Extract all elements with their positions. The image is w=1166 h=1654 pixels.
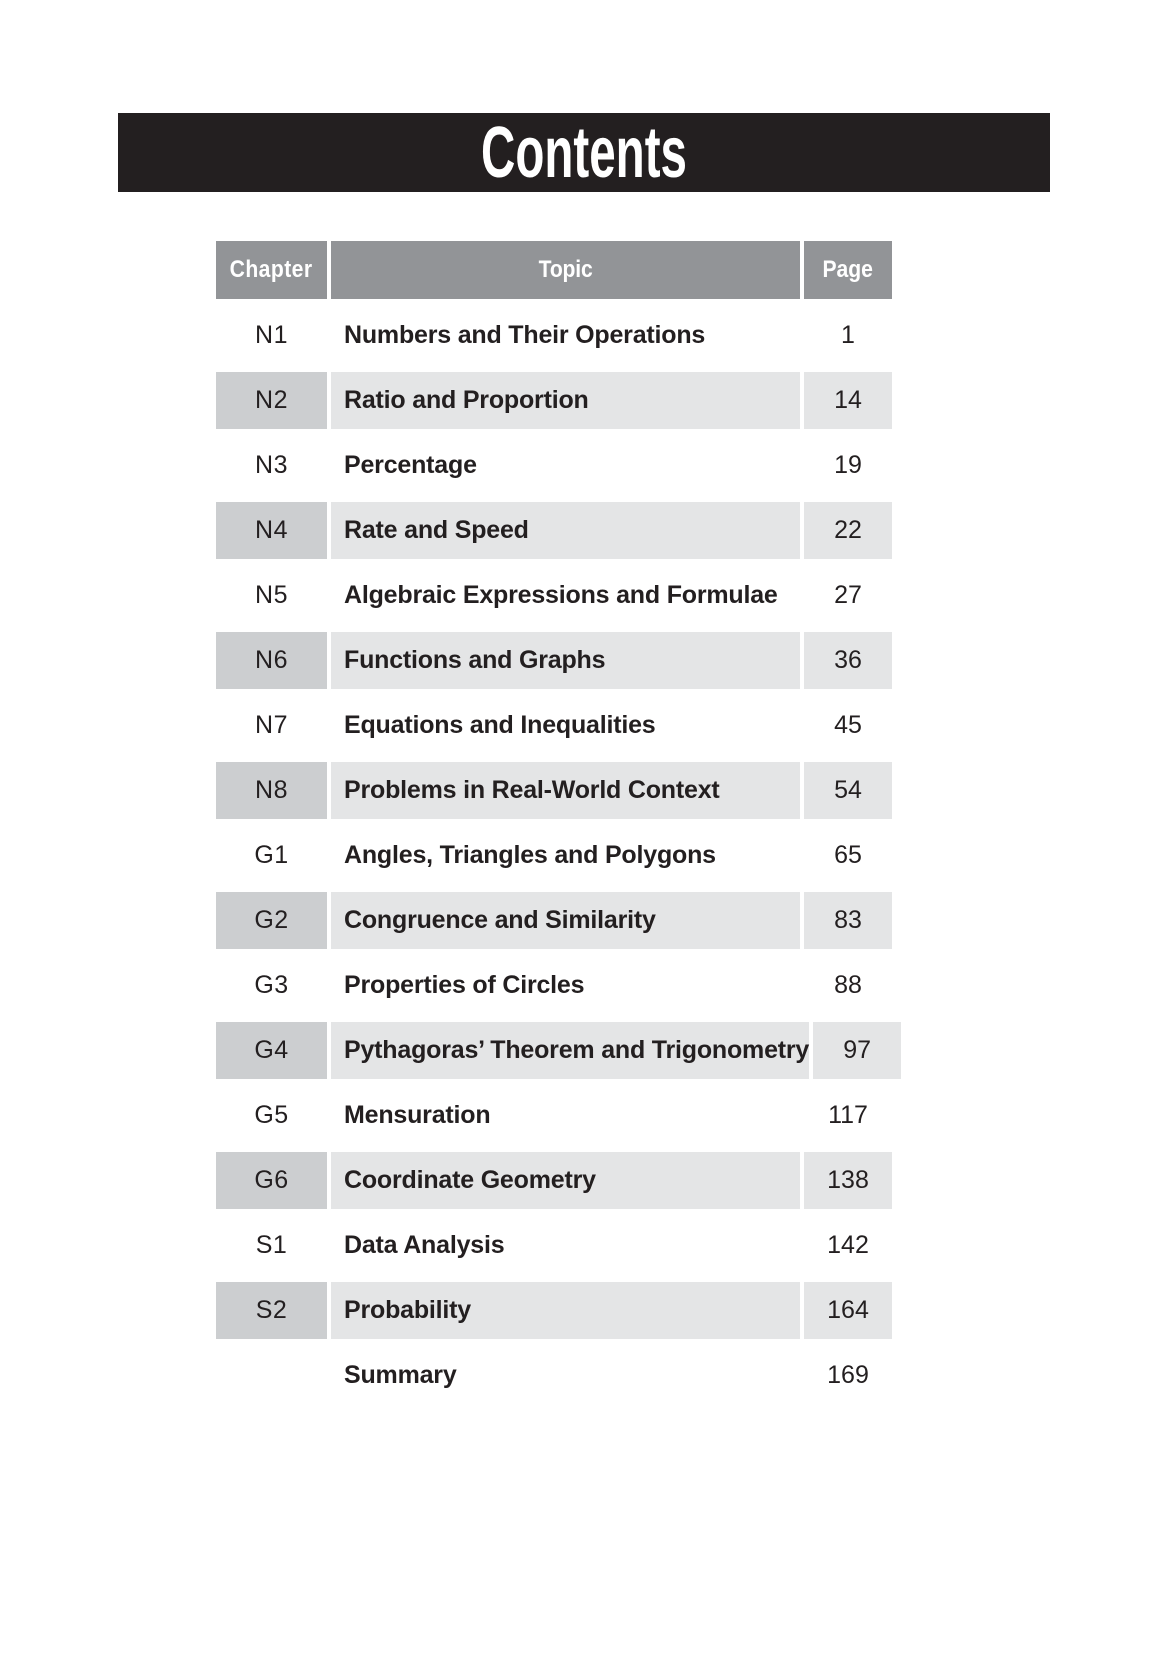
row-topic-title[interactable]: Pythagoras’ Theorem and Trigonometry — [331, 1022, 809, 1079]
row-chapter-code: N2 — [216, 372, 327, 429]
row-topic-title[interactable]: Problems in Real-World Context — [331, 762, 800, 819]
row-page-number: 164 — [804, 1282, 892, 1339]
row-page-number: 97 — [813, 1022, 901, 1079]
table-row[interactable] — [216, 307, 892, 364]
row-topic-title[interactable]: Mensuration — [331, 1087, 800, 1144]
row-topic-title[interactable]: Coordinate Geometry — [331, 1152, 800, 1209]
table-row[interactable] — [216, 1152, 892, 1209]
row-chapter-code: G1 — [216, 827, 327, 884]
row-topic-title[interactable]: Properties of Circles — [331, 957, 800, 1014]
row-page-number: 83 — [804, 892, 892, 949]
row-page-number: 88 — [804, 957, 892, 1014]
table-row[interactable] — [216, 1087, 892, 1144]
row-chapter-code: N3 — [216, 437, 327, 494]
row-chapter-code: G3 — [216, 957, 327, 1014]
table-row[interactable] — [216, 632, 892, 689]
table-row[interactable] — [216, 372, 892, 429]
row-page-number: 22 — [804, 502, 892, 559]
row-chapter-code: N7 — [216, 697, 327, 754]
row-chapter-code: S2 — [216, 1282, 327, 1339]
row-page-number: 19 — [804, 437, 892, 494]
table-of-contents-table — [216, 241, 892, 1412]
row-topic-title[interactable]: Percentage — [331, 437, 800, 494]
row-chapter-code: G2 — [216, 892, 327, 949]
row-page-number: 14 — [804, 372, 892, 429]
table-row[interactable] — [216, 1282, 892, 1339]
row-topic-title[interactable]: Summary — [331, 1347, 800, 1404]
row-topic-title[interactable]: Ratio and Proportion — [331, 372, 800, 429]
table-row[interactable] — [216, 827, 892, 884]
row-topic-title[interactable]: Equations and Inequalities — [331, 697, 800, 754]
table-row-summary[interactable] — [216, 1347, 892, 1404]
row-chapter-code: N1 — [216, 307, 327, 364]
row-chapter-code: N8 — [216, 762, 327, 819]
row-page-number: 36 — [804, 632, 892, 689]
column-header-topic — [331, 241, 800, 299]
row-chapter-code: N4 — [216, 502, 327, 559]
row-page-number: 54 — [804, 762, 892, 819]
table-row[interactable] — [216, 1217, 892, 1274]
column-header-chapter — [216, 241, 327, 299]
row-topic-title[interactable]: Angles, Triangles and Polygons — [331, 827, 800, 884]
table-row[interactable] — [216, 502, 892, 559]
table-row[interactable] — [216, 1022, 892, 1079]
row-topic-title[interactable]: Algebraic Expressions and Formulae — [331, 567, 800, 624]
table-row[interactable] — [216, 892, 892, 949]
row-chapter-code: N5 — [216, 567, 327, 624]
table-row[interactable] — [216, 957, 892, 1014]
row-topic-title[interactable]: Rate and Speed — [331, 502, 800, 559]
row-page-number: 27 — [804, 567, 892, 624]
row-chapter-code: G6 — [216, 1152, 327, 1209]
row-page-number: 1 — [804, 307, 892, 364]
row-topic-title[interactable]: Data Analysis — [331, 1217, 800, 1274]
row-topic-title[interactable]: Numbers and Their Operations — [331, 307, 800, 364]
row-topic-title[interactable]: Functions and Graphs — [331, 632, 800, 689]
column-header-topic-label: Topic — [538, 256, 593, 283]
row-page-number: 138 — [804, 1152, 892, 1209]
row-page-number: 169 — [804, 1347, 892, 1404]
row-page-number: 117 — [804, 1087, 892, 1144]
table-row[interactable] — [216, 437, 892, 494]
row-page-number: 65 — [804, 827, 892, 884]
table-row[interactable] — [216, 567, 892, 624]
row-page-number: 142 — [804, 1217, 892, 1274]
row-chapter-code: G4 — [216, 1022, 327, 1079]
table-header-row — [216, 241, 892, 299]
row-topic-title[interactable]: Congruence and Similarity — [331, 892, 800, 949]
row-chapter-code: G5 — [216, 1087, 327, 1144]
row-chapter-code: S1 — [216, 1217, 327, 1274]
table-row[interactable] — [216, 697, 892, 754]
row-page-number: 45 — [804, 697, 892, 754]
column-header-page — [804, 241, 892, 299]
row-chapter-code: N6 — [216, 632, 327, 689]
column-header-page-label: Page — [822, 256, 874, 283]
row-chapter-code — [216, 1347, 327, 1404]
contents-title-banner — [118, 113, 1050, 192]
table-row[interactable] — [216, 762, 892, 819]
column-header-chapter-label: Chapter — [230, 256, 313, 283]
page-title: Contents — [481, 112, 687, 193]
row-topic-title[interactable]: Probability — [331, 1282, 800, 1339]
